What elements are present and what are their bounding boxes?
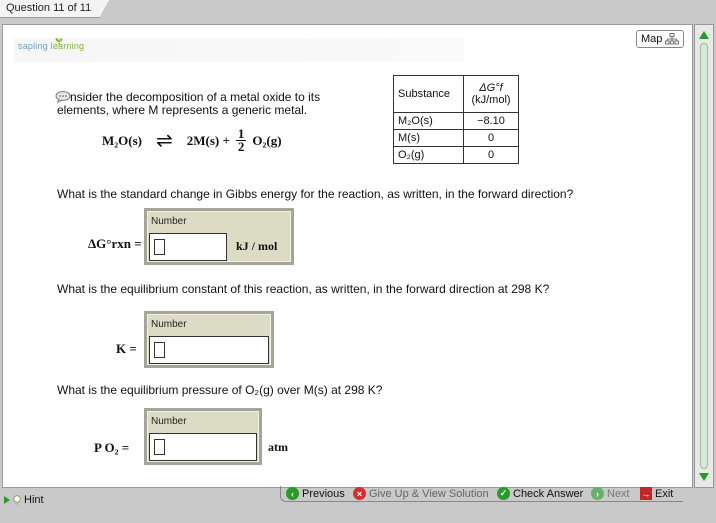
previous-arrow-icon: ‹: [286, 487, 299, 500]
product-oxygen: O₂(g): [252, 132, 282, 148]
lightbulb-icon: [13, 495, 21, 506]
previous-button[interactable]: ‹ Previous: [286, 487, 345, 500]
text-cursor: [154, 239, 165, 255]
gibbs-input[interactable]: [149, 233, 227, 261]
scroll-up-icon[interactable]: [699, 31, 709, 39]
expand-triangle-icon: [4, 496, 10, 504]
next-button[interactable]: › Next: [591, 487, 630, 500]
question-counter: Question 11 of 11: [6, 2, 92, 14]
number-label: Number: [151, 216, 187, 227]
table-row: M₂O(s) −8.10: [394, 113, 519, 130]
comment-bubble-icon[interactable]: [55, 91, 71, 103]
vertical-scrollbar[interactable]: [694, 24, 714, 488]
text-cursor: [154, 439, 165, 455]
header-substance: Substance: [394, 76, 464, 113]
scrollbar-track[interactable]: [700, 43, 708, 469]
answer-box-k: [144, 311, 274, 368]
pressure-unit: atm: [268, 440, 288, 454]
prompt-k: What is the equilibrium constant of this reaction, as written, in the forward direction at 298 K?: [57, 282, 550, 296]
table-row: M(s) 0: [394, 130, 519, 147]
intro-line-1: nsider the decomposition of a metal oxide to its: [70, 90, 321, 104]
po2-label: P O₂ =: [94, 440, 130, 455]
prompt-pressure: What is the equilibrium pressure of O₂(g) over M(s) at 298 K?: [57, 383, 383, 397]
pressure-input[interactable]: [149, 433, 257, 461]
next-arrow-icon: ›: [591, 487, 604, 500]
equilibrium-arrow-icon: ⇌: [156, 130, 173, 152]
map-tree-icon: [665, 33, 679, 45]
reaction-equation: [102, 128, 282, 153]
number-label: Number: [151, 416, 187, 427]
stoich-fraction: $\frac{1}{2}$: [237, 126, 245, 154]
k-label: K =: [116, 341, 137, 356]
hint-toggle[interactable]: [4, 494, 44, 506]
check-icon: ✓: [497, 487, 510, 500]
scroll-down-icon[interactable]: [699, 473, 709, 481]
intro-line-2: elements, where M represents a generic metal.: [57, 103, 308, 117]
map-button-label: Map: [641, 33, 663, 45]
hint-label: Hint: [24, 494, 44, 506]
product-metal: 2M(s) +: [186, 132, 230, 148]
table-row: O₂(g) 0: [394, 147, 519, 164]
delta-g-label: ΔG°rxn =: [88, 236, 142, 251]
number-label: Number: [151, 319, 187, 330]
answer-box-gibbs: [144, 208, 294, 265]
map-button[interactable]: [636, 30, 684, 48]
answer-box-pressure: [144, 408, 262, 465]
question-tab: [0, 0, 100, 18]
exit-door-icon: →: [641, 488, 651, 499]
gibbs-unit: kJ / mol: [236, 239, 278, 253]
exit-button[interactable]: → Exit: [641, 487, 674, 500]
k-input[interactable]: [149, 336, 269, 364]
give-up-button[interactable]: × Give Up & View Solution: [353, 487, 489, 500]
reactant: M₂O(s): [102, 132, 142, 148]
text-cursor: [154, 342, 165, 358]
thermo-data-table: [393, 75, 519, 164]
header-delta-g: ΔG°f (kJ/mol): [464, 76, 519, 113]
give-up-x-icon: ×: [353, 487, 366, 500]
table-header-row: [394, 76, 519, 113]
prompt-gibbs: What is the standard change in Gibbs energy for the reaction, as written, in the forward direction?: [57, 187, 574, 201]
sapling-logo: sapling learning: [18, 41, 85, 51]
check-answer-button[interactable]: ✓ Check Answer: [497, 487, 583, 500]
